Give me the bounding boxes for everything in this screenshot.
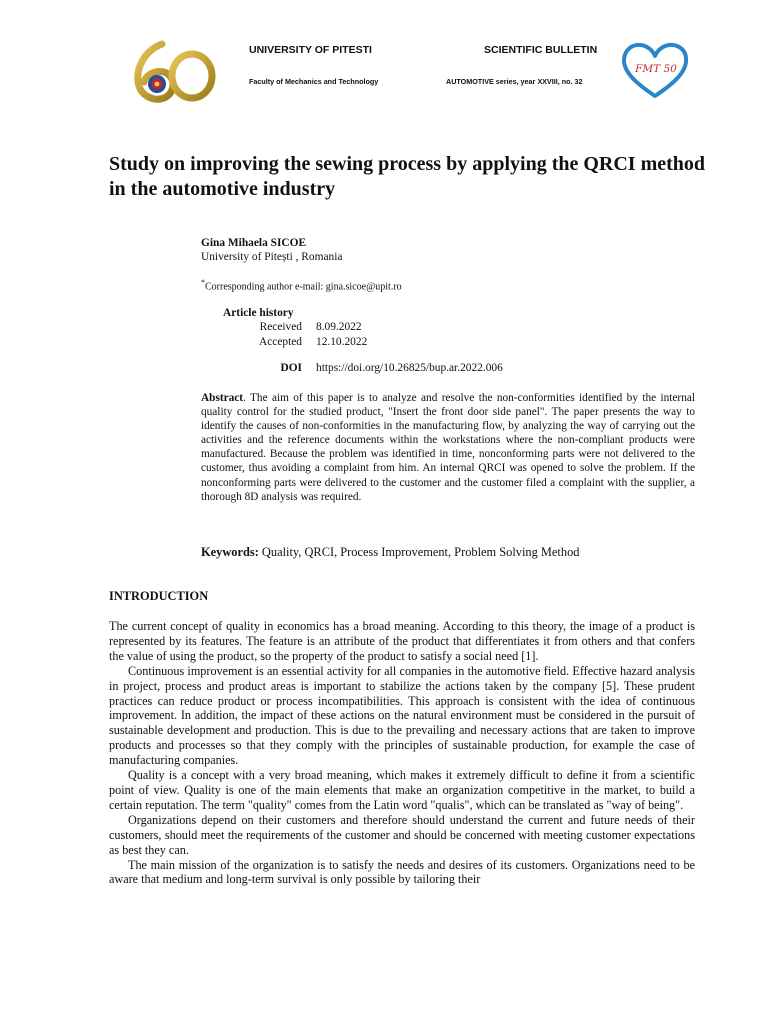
received-label: Received <box>259 321 302 333</box>
body-paragraph: Quality is a concept with a very broad meaning, which makes it extremely difficult to define it from a scientific point of view. Quality is one of the main elements that make an organization competitive in the market, to build a certain reputation. The term "quality" comes from the Latin word "qualis", which can be translated as "way of being". <box>109 768 695 812</box>
body-paragraph: Organizations depend on their customers and therefore should understand the current and future needs of their customers, should meet the requirements of the customer and should be concerned with meeting customer expectations as best they can. <box>109 812 695 857</box>
university-60-logo <box>132 40 218 104</box>
doi-link[interactable]: https://doi.org/10.26825/bup.ar.2022.006 <box>316 362 503 374</box>
paper-title: Study on improving the sewing process by applying the QRCI method in the automotive industry <box>109 153 706 200</box>
abstract-text: . The aim of this paper is to analyze and resolve the non-conformities identified by the internal quality control for the studied product, "Insert the front door side panel". The paper presents the way to identify the causes of non-conformities in the manufacturing flow, by analyzing the way of carrying out the activities and the reference documents within the workstations where the non-compliant products were manufactured. Because the problem was identified in time, nonconforming parts were not delivered to the customer, thus avoiding a complaint from him. An internal QRCI was opened to solve the problem. If the nonconforming parts were delivered to the customer and the customer filed a complaint with the supplier, a thorough 8D analysis was required. <box>201 392 695 503</box>
keywords-label: Keywords: <box>201 545 259 559</box>
abstract <box>201 391 695 504</box>
keywords <box>201 545 579 560</box>
corresponding-author <box>201 278 402 292</box>
fmt-heart-logo <box>619 40 691 100</box>
author-name: Gina Mihaela SICOE <box>201 237 307 249</box>
doi-label: DOI <box>280 362 302 374</box>
corresponding-mark: * <box>201 278 205 287</box>
corresponding-email: Corresponding author e-mail: gina.sicoe@upit.ro <box>205 281 402 293</box>
keywords-text: Quality, QRCI, Process Improvement, Problem Solving Method <box>258 545 580 559</box>
introduction-body <box>109 619 695 887</box>
body-paragraph: The main mission of the organization is to satisfy the needs and desires of its customers. Organizations need to be aware that medium and long-term survival is only possible by tailoring their <box>109 857 695 887</box>
header-university: UNIVERSITY OF PITESTI <box>249 44 372 56</box>
received-date: 8.09.2022 <box>316 321 362 333</box>
header-faculty: Faculty of Mechanics and Technology <box>249 77 379 86</box>
abstract-label: Abstract <box>201 392 244 404</box>
accepted-label: Accepted <box>258 336 302 348</box>
section-heading-introduction: INTRODUCTION <box>109 589 209 603</box>
body-paragraph: Continuous improvement is an essential activity for all companies in the automotive field. Effective hazard analysis in project, process and product areas is important to stabilize the actions taken by the company [5]. These prudent practices can reduce product or process incompatibilities. This approach is consistent with the idea of continuous improvement. In addition, the impact of these actions on the natural environment must be considered in the pursuit of sustainable development and production. This is due to the prevailing and necessary actions that are taken to improve products and processes so that they comply with the principles of sustainable production, for example the case of manufacturing companies. <box>109 663 695 768</box>
header-series: AUTOMOTIVE series, year XXVIII, no. 32 <box>446 77 583 86</box>
accepted-date: 12.10.2022 <box>316 336 368 348</box>
body-paragraph: The current concept of quality in economics has a broad meaning. According to this theory, the image of a product is represented by its features. The feature is an attribute of the product that differentiates it from others and that confers the value of using the product, so the property of the product to satisfy a social need [1]. <box>109 619 695 663</box>
fmt-logo-text: FMT 50 <box>635 63 677 75</box>
author-affiliation: University of Pitești , Romania <box>201 251 343 263</box>
header-bulletin: SCIENTIFIC BULLETIN <box>484 44 598 56</box>
article-history-title: Article history <box>223 307 294 319</box>
